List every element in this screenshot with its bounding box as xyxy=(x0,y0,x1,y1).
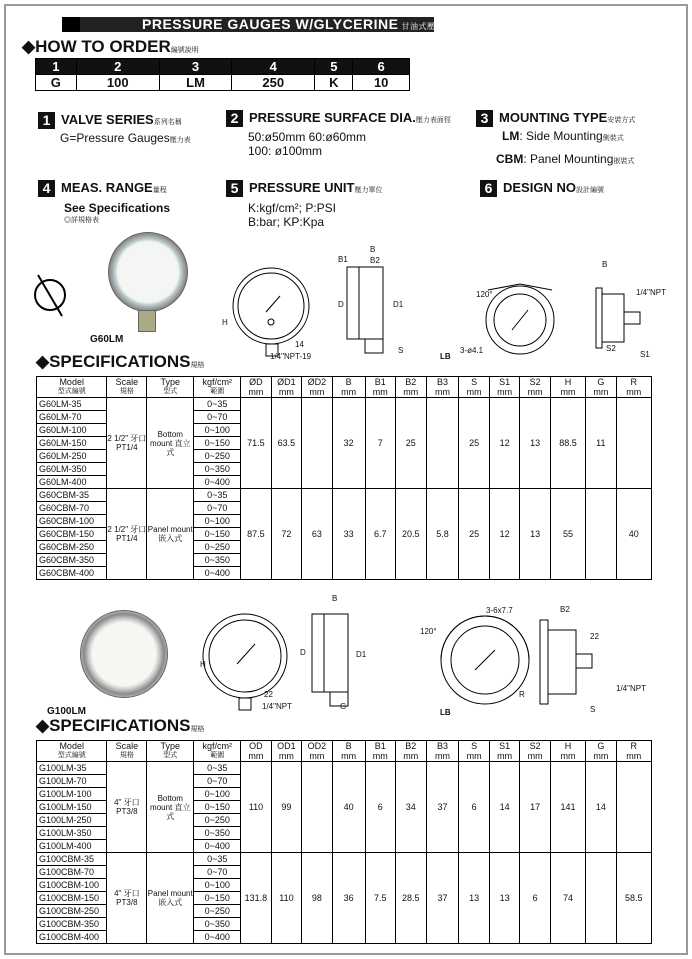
table-row xyxy=(37,762,652,775)
dim-r-label: R xyxy=(519,690,525,699)
angle-120-label: 120° xyxy=(476,290,493,299)
col-header: B mm xyxy=(332,741,365,762)
dimension-cell: 6 xyxy=(365,762,396,853)
dimension-cell: 63 xyxy=(302,489,333,580)
range-cell: 0~150 xyxy=(194,437,241,450)
npt-label-3: 1/4"NPT xyxy=(262,702,292,711)
dim-s-label-2: S xyxy=(590,705,596,714)
table-row xyxy=(37,398,652,411)
dimension-cell xyxy=(586,853,617,944)
col-header: S1 mm xyxy=(489,741,520,762)
order-position-1: 1 xyxy=(36,59,77,75)
col-header: B mm xyxy=(332,377,365,398)
dimension-cell: 25 xyxy=(459,398,490,489)
dimension-cell: 5.8 xyxy=(426,489,459,580)
title-bar xyxy=(62,16,444,32)
model-cell: G60CBM-250 xyxy=(37,541,107,554)
dim-h-label: H xyxy=(222,318,228,327)
dimension-cell: 110 xyxy=(241,762,272,853)
range-cell: 0~35 xyxy=(194,398,241,411)
valve-series-section: 1 VALVE SERIES系列名稱 G=Pressure Gauges壓力表 xyxy=(38,112,191,148)
order-value-1: G xyxy=(36,75,77,91)
dimension-cell: 71.5 xyxy=(241,398,272,489)
dim-b-label: B xyxy=(370,245,376,254)
dimension-cell: 87.5 xyxy=(241,489,272,580)
dimension-cell: 37 xyxy=(426,853,459,944)
model-cell: G60LM-150 xyxy=(37,437,107,450)
model-cell: G60CBM-350 xyxy=(37,554,107,567)
g100lm-gauge-photo xyxy=(80,610,168,698)
dimension-cell: 14 xyxy=(489,762,520,853)
g60lm-fitting-photo xyxy=(138,310,156,332)
range-cell: 0~35 xyxy=(194,762,241,775)
dim-s-label: S xyxy=(398,346,404,355)
dim-d1-label-2: D1 xyxy=(356,650,367,659)
col-header: B3 mm xyxy=(426,741,459,762)
dimension-cell: 12 xyxy=(489,398,520,489)
col-header: kgf/cm² 範圍 xyxy=(194,377,241,398)
model-cell: G60CBM-35 xyxy=(37,489,107,502)
dim-d1-label: D1 xyxy=(393,300,404,309)
col-header: Model 型式編號 xyxy=(37,377,107,398)
dim-g-label: G xyxy=(340,702,347,711)
design-no-section: 6 DESIGN NO設計編號 xyxy=(480,180,604,197)
dimension-cell xyxy=(302,762,333,853)
range-cell: 0~100 xyxy=(194,424,241,437)
col-header: B2 mm xyxy=(396,741,427,762)
dimension-cell: 20.5 xyxy=(396,489,427,580)
model-cell: G60CBM-100 xyxy=(37,515,107,528)
g100lm-photo-label: G100LM xyxy=(47,706,86,717)
hole-3-label: 3-ø4.1 xyxy=(460,346,484,355)
model-cell: G60LM-100 xyxy=(37,424,107,437)
order-position-6: 6 xyxy=(353,59,410,75)
scale-cell: 4" 牙口 PT3/8 xyxy=(107,762,147,853)
lb-label: LB xyxy=(440,352,451,361)
table-row xyxy=(37,489,652,502)
scale-cell: 2 1/2" 牙口 PT1/4 xyxy=(107,489,147,580)
model-cell: G100CBM-70 xyxy=(37,866,107,879)
type-cell: Bottom mount 直立式 xyxy=(147,398,194,489)
dimension-cell: 12 xyxy=(489,489,520,580)
dimension-cell: 17 xyxy=(520,762,551,853)
g60lm-gauge-photo xyxy=(108,232,188,312)
col-header: B2 mm xyxy=(396,377,427,398)
dimension-cell: 7.5 xyxy=(365,853,396,944)
scale-cell: 2 1/2" 牙口 PT1/4 xyxy=(107,398,147,489)
col-header: ØD mm xyxy=(241,377,272,398)
dimension-cell xyxy=(586,489,617,580)
col-header: H mm xyxy=(550,377,585,398)
dimension-cell: 7 xyxy=(365,398,396,489)
dimension-cell: 13 xyxy=(489,853,520,944)
how-to-order-heading: ◆HOW TO ORDER編號說明 xyxy=(22,37,199,56)
page-title: PRESSURE GAUGES W/GLYCERINE 甘油式壓計 xyxy=(142,16,444,32)
col-header: Scale 規格 xyxy=(107,741,147,762)
dim-b-label-3: B xyxy=(332,594,338,603)
dimension-cell: 141 xyxy=(550,762,585,853)
dim-b-label-2: B xyxy=(602,260,608,269)
model-cell: G60LM-350 xyxy=(37,463,107,476)
col-header: OD2 mm xyxy=(302,741,333,762)
dimension-cell: 33 xyxy=(332,489,365,580)
range-cell: 0~100 xyxy=(194,515,241,528)
dimension-cell xyxy=(302,398,333,489)
dimension-cell: 110 xyxy=(271,853,302,944)
col-header: B1 mm xyxy=(365,377,396,398)
dim-22-label: 22 xyxy=(264,690,273,699)
model-cell: G100LM-150 xyxy=(37,801,107,814)
dimension-cell: 14 xyxy=(586,762,617,853)
surface-dia-section: 2 PRESSURE SURFACE DIA.壓力表面徑 50:ø50mm 60:ø60mm 100: ø100mm xyxy=(226,110,451,158)
swing-arrow-icon xyxy=(30,260,75,330)
col-header: OD mm xyxy=(241,741,272,762)
dimension-cell: 25 xyxy=(396,398,427,489)
dimension-cell: 34 xyxy=(396,762,427,853)
dimension-cell: 6.7 xyxy=(365,489,396,580)
spec-table-g100 xyxy=(36,740,652,944)
dim-22-label-2: 22 xyxy=(590,632,599,641)
dim-d-label-2: D xyxy=(300,648,306,657)
order-position-4: 4 xyxy=(232,59,315,75)
model-cell: G100LM-35 xyxy=(37,762,107,775)
dimension-cell: 72 xyxy=(271,489,302,580)
range-cell: 0~150 xyxy=(194,528,241,541)
range-cell: 0~250 xyxy=(194,541,241,554)
dim-h-label-2: H xyxy=(200,660,206,669)
model-cell: G60CBM-70 xyxy=(37,502,107,515)
col-header: Type 型式 xyxy=(147,741,194,762)
col-header: Type 型式 xyxy=(147,377,194,398)
order-value-5: K xyxy=(315,75,353,91)
mounting-type-section: 3 MOUNTING TYPE安裝方式 LM: Side Mounting側裝式 CBM: Panel Mounting嵌裝式 xyxy=(476,110,635,169)
range-cell: 0~150 xyxy=(194,801,241,814)
model-cell: G100LM-70 xyxy=(37,775,107,788)
angle-120-label-2: 120° xyxy=(420,627,437,636)
order-position-3: 3 xyxy=(159,59,231,75)
lb-label-2: LB xyxy=(440,708,451,717)
range-cell: 0~400 xyxy=(194,567,241,580)
model-cell: G60LM-250 xyxy=(37,450,107,463)
col-header: ØD1 mm xyxy=(271,377,302,398)
dim-14-label: 14 xyxy=(295,340,304,349)
col-header: H mm xyxy=(550,741,585,762)
dimension-cell: 55 xyxy=(550,489,585,580)
dim-s1-label: S1 xyxy=(640,350,650,359)
model-cell: G100LM-400 xyxy=(37,840,107,853)
col-header: R mm xyxy=(616,377,651,398)
model-cell: G60CBM-150 xyxy=(37,528,107,541)
range-cell: 0~350 xyxy=(194,554,241,567)
model-cell: G100CBM-35 xyxy=(37,853,107,866)
order-code-table xyxy=(35,58,410,91)
order-position-2: 2 xyxy=(76,59,159,75)
dimension-cell: 99 xyxy=(271,762,302,853)
dimension-cell: 88.5 xyxy=(550,398,585,489)
order-value-3: LM xyxy=(159,75,231,91)
col-header: R mm xyxy=(616,741,651,762)
npt-label-4: 1/4"NPT xyxy=(616,684,646,693)
col-header: G mm xyxy=(586,377,617,398)
dimension-cell: 74 xyxy=(550,853,585,944)
meas-range-section: 4 MEAS. RANGE量程 See Specifications ◎詳規格表 xyxy=(38,180,170,225)
range-cell: 0~250 xyxy=(194,814,241,827)
dimension-cell: 32 xyxy=(332,398,365,489)
model-cell: G100CBM-100 xyxy=(37,879,107,892)
range-cell: 0~100 xyxy=(194,788,241,801)
dimension-cell xyxy=(616,398,651,489)
dim-d-label: D xyxy=(338,300,344,309)
col-header: S2 mm xyxy=(520,741,551,762)
dimension-cell: 131.8 xyxy=(241,853,272,944)
order-value-6: 10 xyxy=(353,75,410,91)
range-cell: 0~35 xyxy=(194,853,241,866)
npt-label: 1/4"NPT-19 xyxy=(270,352,312,361)
range-cell: 0~350 xyxy=(194,463,241,476)
table-row xyxy=(37,853,652,866)
range-cell: 0~350 xyxy=(194,918,241,931)
hole-6-label: 3-6x7.7 xyxy=(486,606,513,615)
range-cell: 0~70 xyxy=(194,502,241,515)
model-cell: G100LM-100 xyxy=(37,788,107,801)
model-cell: G100CBM-150 xyxy=(37,892,107,905)
type-cell: Panel mount 嵌入式 xyxy=(147,853,194,944)
spec-heading-2: ◆SPECIFICATIONS規格 xyxy=(36,716,205,735)
dimension-cell: 36 xyxy=(332,853,365,944)
range-cell: 0~250 xyxy=(194,905,241,918)
type-cell: Panel mount 嵌入式 xyxy=(147,489,194,580)
model-cell: G60LM-35 xyxy=(37,398,107,411)
col-header: S mm xyxy=(459,741,490,762)
dimension-cell: 98 xyxy=(302,853,333,944)
range-cell: 0~70 xyxy=(194,411,241,424)
model-cell: G60LM-400 xyxy=(37,476,107,489)
col-header: Scale 規格 xyxy=(107,377,147,398)
model-cell: G100LM-350 xyxy=(37,827,107,840)
dimension-cell: 6 xyxy=(520,853,551,944)
col-header: kgf/cm² 範圍 xyxy=(194,741,241,762)
order-value-4: 250 xyxy=(232,75,315,91)
model-cell: G100CBM-400 xyxy=(37,931,107,944)
col-header: Model 型式編號 xyxy=(37,741,107,762)
col-header: S1 mm xyxy=(489,377,520,398)
model-cell: G60CBM-400 xyxy=(37,567,107,580)
model-cell: G60LM-70 xyxy=(37,411,107,424)
g60lm-front-diagram xyxy=(216,262,336,362)
dimension-cell: 11 xyxy=(586,398,617,489)
dimension-cell: 13 xyxy=(520,398,551,489)
range-cell: 0~400 xyxy=(194,840,241,853)
npt-label-2: 1/4"NPT xyxy=(636,288,666,297)
dim-b1-label: B1 xyxy=(338,255,348,264)
range-cell: 0~250 xyxy=(194,450,241,463)
scale-cell: 4" 牙口 PT3/8 xyxy=(107,853,147,944)
dimension-cell: 13 xyxy=(459,853,490,944)
model-cell: G100LM-250 xyxy=(37,814,107,827)
range-cell: 0~35 xyxy=(194,489,241,502)
dim-b2-label: B2 xyxy=(370,256,380,265)
dimension-cell xyxy=(616,762,651,853)
order-value-2: 100 xyxy=(76,75,159,91)
range-cell: 0~150 xyxy=(194,892,241,905)
g100cbm-side-diagram xyxy=(530,610,630,720)
range-cell: 0~70 xyxy=(194,775,241,788)
col-header: S2 mm xyxy=(520,377,551,398)
col-header: G mm xyxy=(586,741,617,762)
col-header: B3 mm xyxy=(426,377,459,398)
col-header: ØD2 mm xyxy=(302,377,333,398)
dimension-cell: 25 xyxy=(459,489,490,580)
dimension-cell: 37 xyxy=(426,762,459,853)
dimension-cell: 58.5 xyxy=(616,853,651,944)
model-cell: G100CBM-350 xyxy=(37,918,107,931)
dimension-cell: 28.5 xyxy=(396,853,427,944)
model-cell: G100CBM-250 xyxy=(37,905,107,918)
dimension-cell: 13 xyxy=(520,489,551,580)
range-cell: 0~70 xyxy=(194,866,241,879)
col-header: OD1 mm xyxy=(271,741,302,762)
order-position-5: 5 xyxy=(315,59,353,75)
range-cell: 0~100 xyxy=(194,879,241,892)
range-cell: 0~400 xyxy=(194,931,241,944)
type-cell: Bottom mount 直立式 xyxy=(147,762,194,853)
col-header: S mm xyxy=(459,377,490,398)
dim-b2-label-3: B2 xyxy=(560,605,570,614)
spec-table-g60 xyxy=(36,376,652,580)
dimension-cell: 6 xyxy=(459,762,490,853)
dim-s2-label: S2 xyxy=(606,344,616,353)
dimension-cell xyxy=(426,398,459,489)
dimension-cell: 40 xyxy=(332,762,365,853)
pressure-unit-section: 5 PRESSURE UNIT壓力單位 K:kgf/cm²; P:PSI B:bar; KP:Kpa xyxy=(226,180,382,229)
range-cell: 0~350 xyxy=(194,827,241,840)
g100lm-side-diagram xyxy=(300,598,380,718)
dimension-cell: 40 xyxy=(616,489,651,580)
range-cell: 0~400 xyxy=(194,476,241,489)
spec-heading-1: ◆SPECIFICATIONS規格 xyxy=(36,352,205,371)
col-header: B1 mm xyxy=(365,741,396,762)
dimension-cell: 63.5 xyxy=(271,398,302,489)
g60lm-photo-label: G60LM xyxy=(90,334,124,345)
